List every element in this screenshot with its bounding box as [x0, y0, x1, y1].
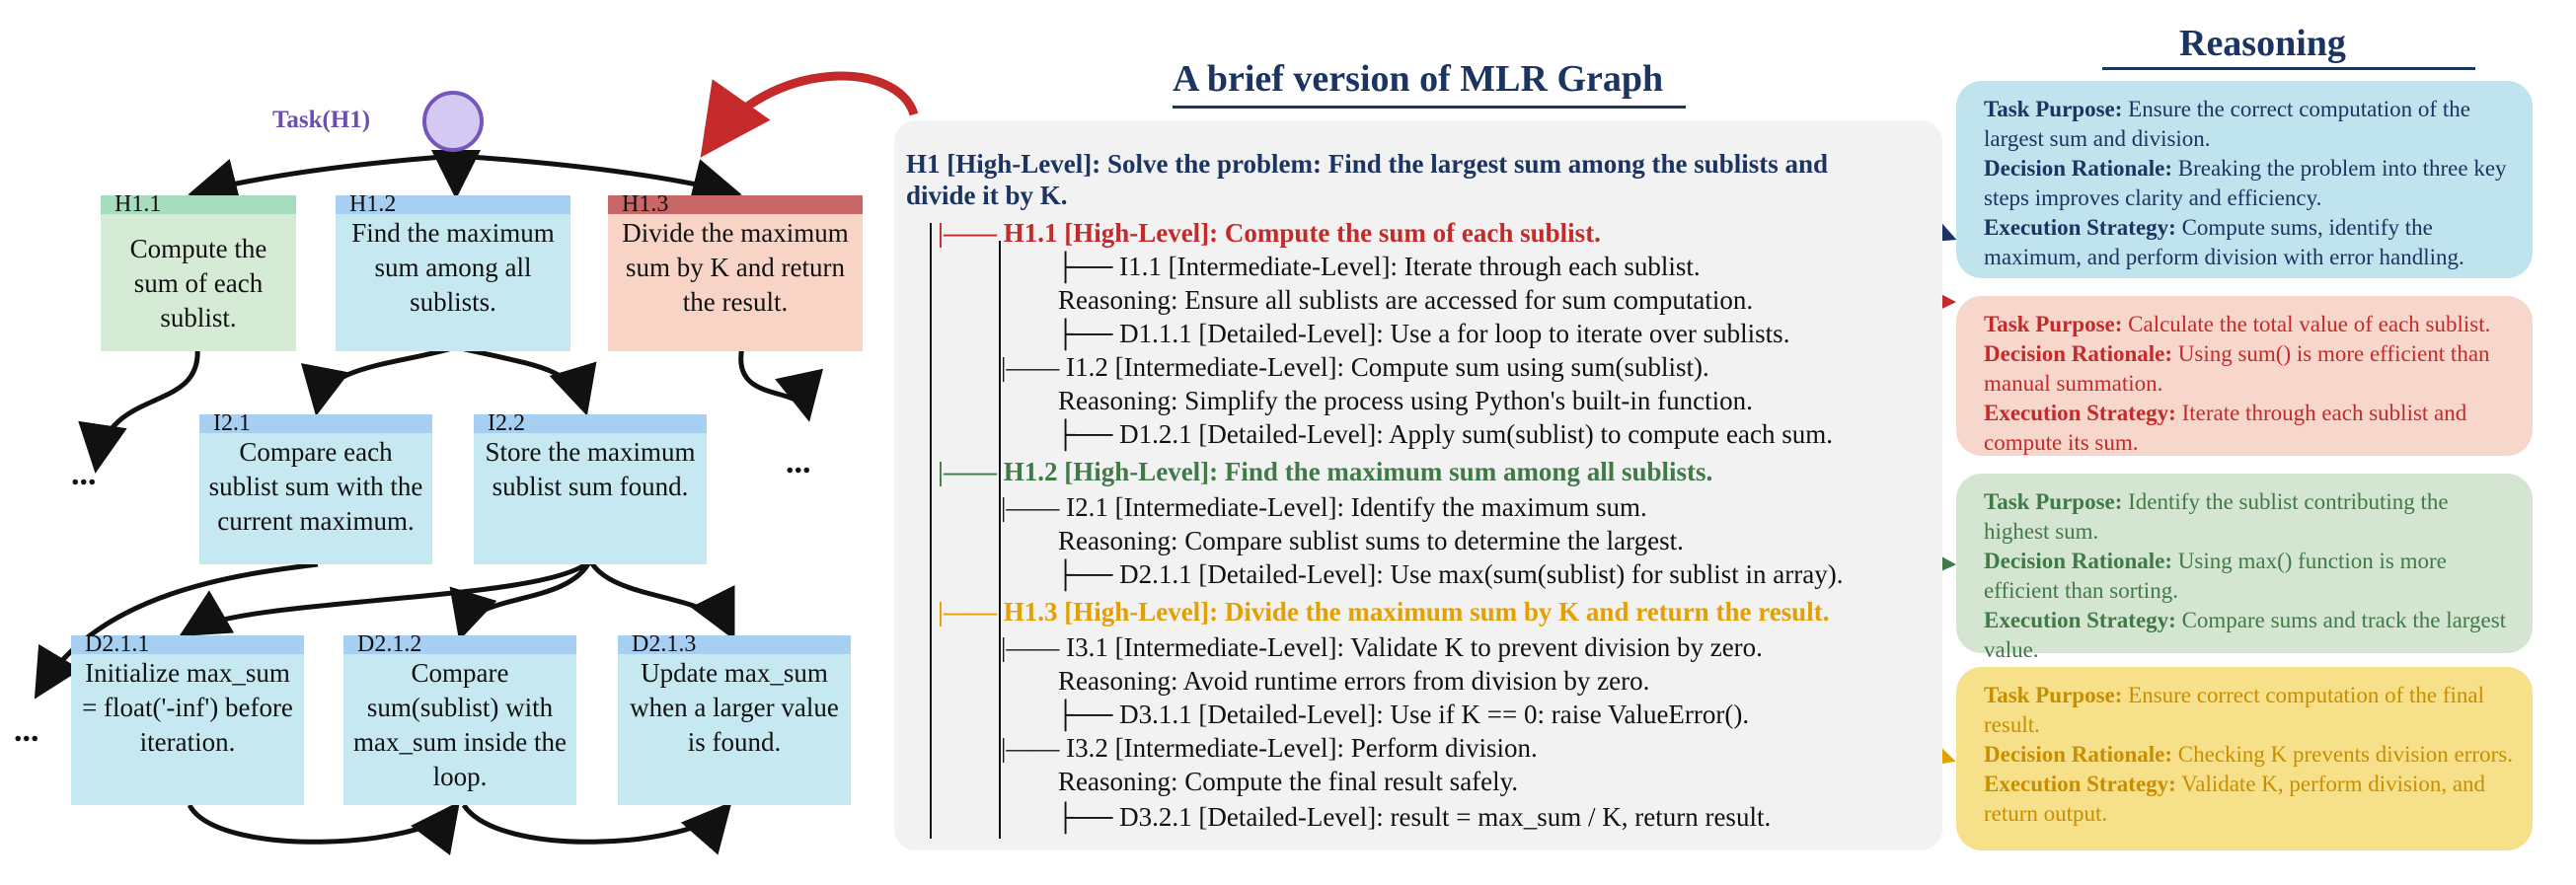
rationale-label: Decision Rationale:: [1984, 156, 2173, 181]
edge-i22-d211: [188, 560, 590, 631]
node-h13-id: H1.3: [608, 195, 863, 214]
mlr-line-text: H1.2 [High-Level]: Find the maximum sum among all sublists.: [1003, 457, 1713, 486]
node-i21-id: I2.1: [199, 414, 432, 433]
rationale-label: Decision Rationale:: [1984, 742, 2173, 767]
ellipsis-i21: ...: [14, 712, 39, 749]
ellipsis-h13: ...: [786, 444, 811, 480]
mlr-panel-title: A brief version of MLR Graph: [1173, 58, 1664, 100]
node-d212-id: D2.1.2: [343, 635, 576, 654]
mlr-line-text: Reasoning: Avoid runtime errors from division by zero.: [1058, 666, 1650, 696]
mlr-line-connector: |——: [1001, 352, 1067, 382]
edge-i22-d212: [462, 560, 590, 631]
mlr-line-text: D2.1.1 [Detailed-Level]: Use max(sum(sublist) for sublist in array).: [1119, 559, 1844, 589]
mlr-line-connector: |——: [1001, 492, 1067, 522]
mlr-line-text: Reasoning: Ensure all sublists are accessed for sum computation.: [1058, 285, 1754, 315]
mlr-line: [1056, 251, 1701, 282]
purpose-label: Task Purpose:: [1984, 683, 2123, 707]
mlr-line: [1058, 665, 1649, 697]
mlr-title-underline: [1173, 106, 1686, 109]
rationale-text: Breaking the problem into three key steps improves clarity and efficiency.: [1984, 156, 2507, 210]
ellipsis-h11: ...: [71, 456, 97, 492]
edge-d212-d213: [464, 805, 725, 842]
node-h12-text: Find the maximum sum among all sublists.: [351, 218, 555, 317]
node-i22-text: Store the maximum sublist sum found.: [485, 437, 696, 501]
mlr-line: [1001, 491, 1647, 523]
node-i22: [474, 410, 707, 564]
edge-i22-d213: [590, 560, 730, 631]
edge-h13-ellipsis: [741, 347, 807, 412]
purpose-label: Task Purpose:: [1984, 97, 2123, 121]
edge-task-h11: [197, 156, 456, 192]
node-h11-id: H1.1: [101, 195, 296, 214]
node-d211-id: D2.1.1: [71, 635, 304, 654]
strategy-label: Execution Strategy:: [1984, 608, 2176, 632]
mlr-line: [1056, 801, 1771, 833]
purpose-text: Calculate the total value of each sublist.: [2128, 312, 2491, 336]
mlr-line-connector: ├──: [1056, 700, 1120, 729]
mlr-line-connector: ├──: [1056, 319, 1120, 348]
strategy-label: Execution Strategy:: [1984, 772, 2176, 796]
rationale-text: Using max() function is more efficient than sorting.: [1984, 549, 2447, 603]
mlr-line-connector: |——: [938, 218, 1004, 248]
edge-h12-i21: [318, 347, 456, 406]
node-h11-text: Compute the sum of each sublist.: [129, 234, 267, 332]
mlr-line: [1056, 418, 1833, 450]
mlr-line-text: Reasoning: Compare sublist sums to determine the largest.: [1058, 526, 1684, 555]
mlr-line: [1056, 318, 1789, 349]
rationale-text: Checking K prevents division errors.: [2177, 742, 2513, 767]
task-label: Task(H1): [272, 107, 371, 133]
mlr-line: [1056, 558, 1843, 590]
edge-h13-to-panel: [711, 76, 914, 143]
node-i21: [199, 410, 432, 564]
mlr-line: [1056, 699, 1749, 730]
node-i21-text: Compare each sublist sum with the current maximum.: [208, 437, 423, 536]
strategy-text: Validate K, perform division, and return output.: [1984, 772, 2486, 826]
task-node-circle: [422, 91, 484, 152]
mlr-line: [938, 596, 1829, 627]
mlr-line-connector: |——: [1001, 733, 1067, 763]
mlr-line-text: D3.2.1 [Detailed-Level]: result = max_sum / K, return result.: [1119, 802, 1772, 832]
purpose-text: Ensure the correct computation of the largest sum and division.: [1984, 97, 2470, 151]
mlr-line: [938, 456, 1712, 487]
mlr-line-text: D3.1.1 [Detailed-Level]: Use if K == 0: raise ValueError().: [1119, 700, 1750, 729]
mlr-line: [1058, 284, 1753, 316]
node-d212-text: Compare sum(sublist) with max_sum inside the loop.: [353, 658, 567, 791]
mlr-line: [1058, 766, 1518, 797]
node-d213: [618, 631, 851, 805]
mlr-line-connector: |——: [938, 457, 1004, 486]
reasoning-box-h13: [1956, 667, 2533, 850]
node-i22-id: I2.2: [474, 414, 707, 433]
mlr-line: [1001, 631, 1763, 663]
node-h13: [608, 191, 863, 351]
strategy-text: Compute sums, identify the maximum, and perform division with error handling.: [1984, 215, 2464, 269]
reasoning-box-h12: [1956, 474, 2533, 662]
node-d213-text: Update max_sum when a larger value is found.: [630, 658, 839, 757]
mlr-line-text: D1.1.1 [Detailed-Level]: Use a for loop to iterate over sublists.: [1119, 319, 1790, 348]
reasoning-box-root: [1956, 81, 2533, 278]
mlr-line-connector: ├──: [1056, 252, 1120, 281]
mlr-line-connector: |——: [1001, 632, 1067, 662]
mlr-line-text: I3.2 [Intermediate-Level]: Perform division.: [1066, 733, 1538, 763]
strategy-text: Compare sums and track the largest value.: [1984, 608, 2507, 662]
reasoning-title-underline: [2102, 67, 2475, 70]
tree-guide-1: [930, 223, 932, 839]
mlr-line-text: I1.1 [Intermediate-Level]: Iterate through each sublist.: [1119, 252, 1701, 281]
mlr-root-line1: H1 [High-Level]: Solve the problem: Find the largest sum among the sublists and: [906, 149, 1829, 179]
edge-d211-d212: [189, 805, 454, 842]
node-h13-text: Divide the maximum sum by K and return the result.: [622, 218, 849, 317]
node-h11: [101, 191, 296, 351]
mlr-line-connector: ├──: [1056, 802, 1120, 832]
mlr-line-text: D1.2.1 [Detailed-Level]: Apply sum(sublist) to compute each sum.: [1119, 419, 1833, 449]
mlr-line-text: I3.1 [Intermediate-Level]: Validate K to prevent division by zero.: [1066, 632, 1763, 662]
mlr-line: [1058, 525, 1684, 556]
mlr-line-text: H1.3 [High-Level]: Divide the maximum sum by K and return the result.: [1003, 597, 1830, 627]
node-d211: [71, 631, 304, 805]
edge-h12-i22: [456, 347, 584, 406]
node-h12: [336, 191, 570, 351]
mlr-line-text: I1.2 [Intermediate-Level]: Compute sum using sum(sublist).: [1066, 352, 1709, 382]
mlr-line-connector: ├──: [1056, 559, 1120, 589]
purpose-label: Task Purpose:: [1984, 489, 2123, 514]
mlr-line: [938, 217, 1601, 249]
mlr-line-text: Reasoning: Simplify the process using Python's built-in function.: [1058, 386, 1753, 415]
edge-h11-ellipsis: [97, 347, 197, 464]
rationale-text: Using sum() is more efficient than manual summation.: [1984, 341, 2490, 396]
strategy-label: Execution Strategy:: [1984, 215, 2176, 240]
strategy-text: Iterate through each sublist and compute its sum.: [1984, 401, 2467, 455]
node-d211-text: Initialize max_sum = float('-inf') before iteration.: [82, 658, 293, 757]
mlr-line-text: I2.1 [Intermediate-Level]: Identify the maximum sum.: [1066, 492, 1647, 522]
reasoning-title: Reasoning: [2179, 23, 2346, 64]
purpose-label: Task Purpose:: [1984, 312, 2123, 336]
edge-task-h13: [456, 156, 732, 192]
mlr-line: [1001, 732, 1538, 764]
mlr-line-connector: |——: [938, 597, 1004, 627]
node-d213-id: D2.1.3: [618, 635, 851, 654]
purpose-text: Identify the sublist contributing the highest sum.: [1984, 489, 2449, 544]
mlr-line: [1058, 385, 1753, 416]
reasoning-box-h11: [1956, 296, 2533, 456]
mlr-line: [1001, 351, 1709, 383]
mlr-line-text: Reasoning: Compute the final result safely.: [1058, 767, 1519, 796]
rationale-label: Decision Rationale:: [1984, 341, 2173, 366]
node-h12-id: H1.2: [336, 195, 570, 214]
mlr-line-connector: ├──: [1056, 419, 1120, 449]
node-d212: [343, 631, 576, 805]
strategy-label: Execution Strategy:: [1984, 401, 2176, 425]
purpose-text: Ensure correct computation of the final result.: [1984, 683, 2484, 737]
mlr-line-text: H1.1 [High-Level]: Compute the sum of each sublist.: [1003, 218, 1601, 248]
mlr-root-line2: divide it by K.: [906, 181, 1068, 210]
rationale-label: Decision Rationale:: [1984, 549, 2173, 573]
